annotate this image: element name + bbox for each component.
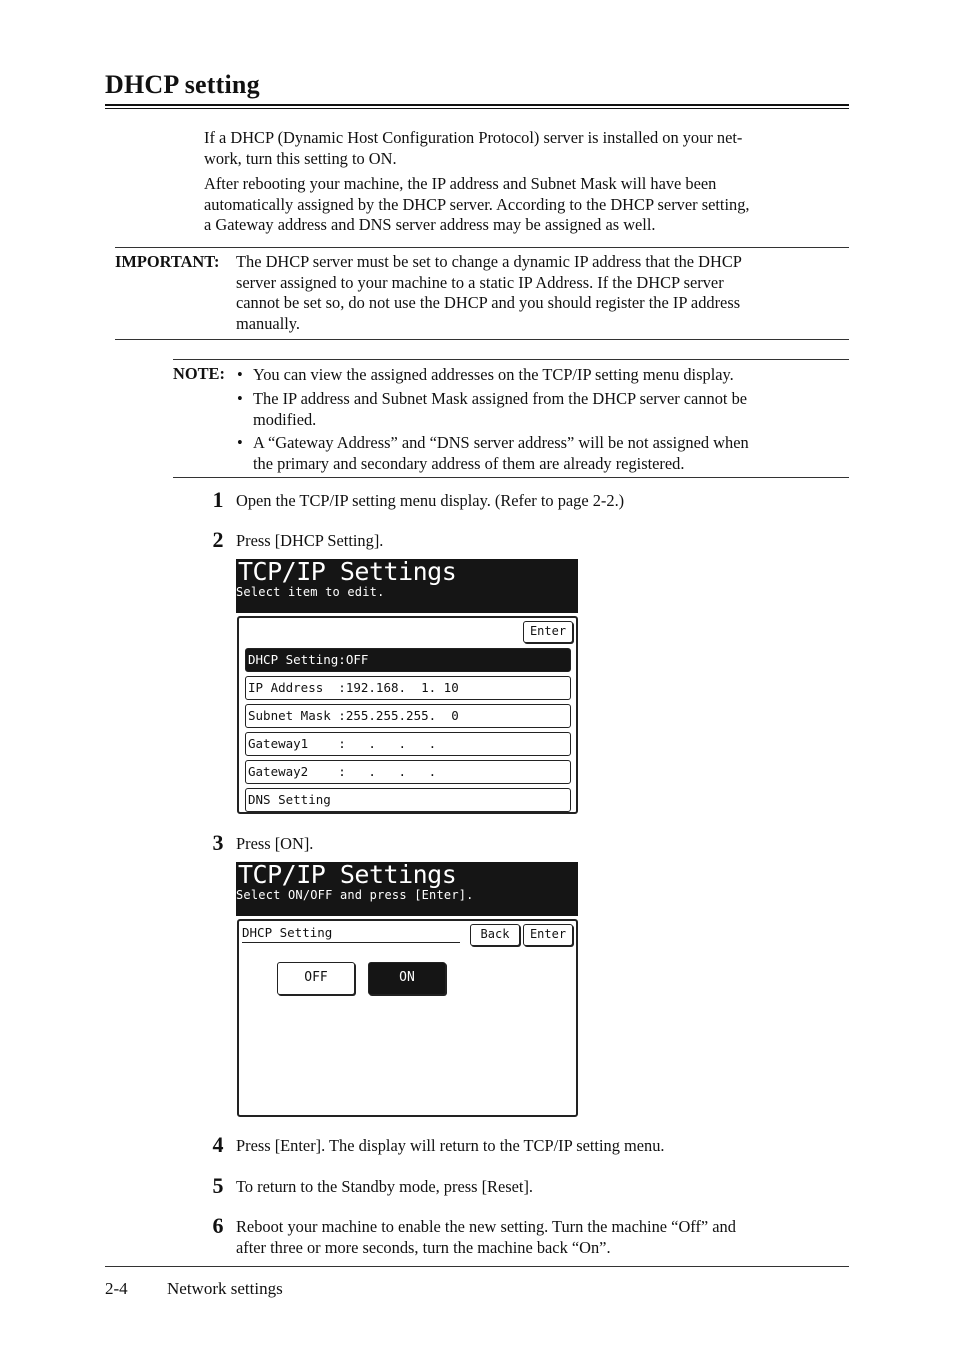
step-number: 1	[212, 487, 224, 512]
intro-paragraph-2: After rebooting your machine, the IP address and Subnet Mask will have been automatically assigned by the DHCP server. According to the DHCP server setting, a Gateway address and DNS server address may be assigned as well.	[204, 174, 750, 234]
chapter-name: Network settings	[167, 1279, 283, 1298]
intro-paragraph-1: If a DHCP (Dynamic Host Configuration Protocol) server is installed on your net- work, turn this setting to ON.	[204, 128, 743, 168]
gateway2-row[interactable]: Gateway2 : . . .	[245, 760, 571, 784]
gateway1-row[interactable]: Gateway1 : . . .	[245, 732, 571, 756]
page-number: 2-4	[105, 1279, 128, 1298]
title-rule	[105, 104, 849, 106]
off-button[interactable]: OFF	[277, 962, 355, 995]
enter-button[interactable]: Enter	[523, 924, 573, 946]
on-button[interactable]: ON	[368, 962, 446, 995]
step-text: Reboot your machine to enable the new setting. Turn the machine “Off” and after three or more seconds, turn the machine back “On”.	[236, 1217, 736, 1257]
step-number: 2	[212, 527, 224, 552]
lcd-header	[236, 862, 578, 916]
lcd-panel	[237, 616, 578, 814]
lcd-header	[236, 559, 578, 613]
back-button[interactable]: Back	[470, 924, 520, 946]
step-number: 6	[212, 1213, 224, 1238]
lcd-panel	[237, 919, 578, 1117]
dhcp-setting-row[interactable]: DHCP Setting:OFF	[245, 648, 571, 672]
footer-rule	[105, 1266, 849, 1267]
dhcp-setting-field-label: DHCP Setting	[242, 923, 460, 943]
lcd-subtitle: Select ON/OFF and press [Enter].	[236, 888, 474, 902]
important-text: The DHCP server must be set to change a dynamic IP address that the DHCP server assigned to your machine to a static IP Address. If the DHCP server cannot be set so, do not use the DHCP and you should register the IP address manually.	[236, 252, 742, 333]
step-text: To return to the Standby mode, press [Reset].	[236, 1177, 534, 1196]
step-number: 5	[212, 1173, 224, 1198]
step-text: Press [DHCP Setting].	[236, 531, 384, 550]
enter-button[interactable]: Enter	[523, 621, 573, 643]
note-label: NOTE:	[173, 364, 225, 383]
step-number: 3	[212, 830, 224, 855]
note-list: • You can view the assigned addresses on the TCP/IP setting menu display. • The IP address and Subnet Mask assigned from the DHCP server cannot be modified. • A “Gateway Address” and “DNS server address” will be not assigned when the primary and secondary address of them are already registered.	[237, 365, 749, 473]
step-number: 4	[212, 1132, 224, 1157]
step-text: Press [Enter]. The display will return to the TCP/IP setting menu.	[236, 1136, 665, 1155]
lcd-title: TCP/IP Settings	[238, 557, 457, 586]
dns-setting-row[interactable]: DNS Setting	[245, 788, 571, 812]
lcd-title: TCP/IP Settings	[238, 860, 457, 889]
step-text: Open the TCP/IP setting menu display. (Refer to page 2-2.)	[236, 491, 625, 510]
lcd-subtitle: Select item to edit.	[236, 585, 385, 599]
subnet-mask-row[interactable]: Subnet Mask :255.255.255. 0	[245, 704, 571, 728]
step-text: Press [ON].	[236, 834, 314, 853]
ip-address-row[interactable]: IP Address :192.168. 1. 10	[245, 676, 571, 700]
section-title: DHCP setting	[105, 70, 260, 99]
important-label: IMPORTANT:	[115, 252, 220, 271]
